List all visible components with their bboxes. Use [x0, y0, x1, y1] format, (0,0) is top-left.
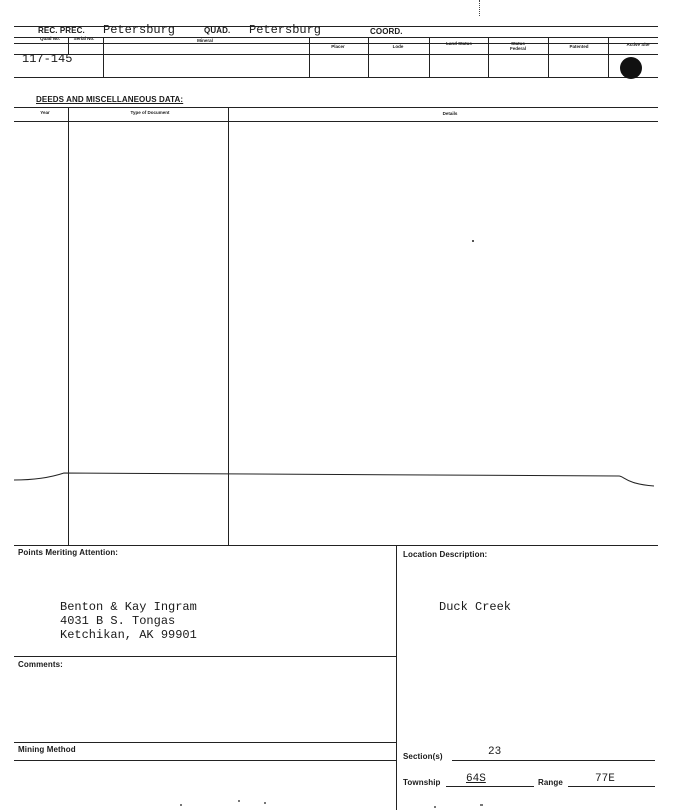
- bottom-center-sep: [396, 545, 397, 810]
- rec-prec-label: REC. PREC.: [38, 26, 85, 35]
- deeds-section-title: DEEDS AND MISCELLANEOUS DATA:: [36, 95, 184, 104]
- section-value: 23: [488, 746, 502, 758]
- col-placer: Placer: [331, 44, 345, 49]
- scan-speck: [472, 240, 474, 242]
- range-value: 77E: [595, 773, 615, 785]
- col-patented: Patented: [569, 44, 589, 49]
- mining-rule: [14, 742, 396, 743]
- section-label: Section(s): [403, 752, 443, 761]
- range-label: Range: [538, 778, 563, 787]
- header-rule-4: [14, 54, 658, 55]
- scan-speck: [238, 800, 240, 802]
- township-value: 64S: [466, 773, 486, 785]
- col-sep-8: [608, 37, 609, 77]
- deeds-col-type: Type of Document: [130, 110, 170, 115]
- col-quad-no: Quad No.: [40, 36, 60, 41]
- col-lode: Lode: [392, 44, 404, 49]
- scan-speck: [264, 802, 266, 804]
- col-active-site: Active Site: [626, 42, 650, 47]
- points-line-3: Ketchikan, AK 99901: [60, 628, 197, 642]
- township-underline: [446, 786, 534, 787]
- col-sep-7: [548, 37, 549, 77]
- points-line-1: Benton & Kay Ingram: [60, 600, 197, 614]
- col-sep-5: [429, 37, 430, 77]
- splice-line: [14, 468, 658, 496]
- quad-label: QUAD.: [204, 26, 231, 35]
- deeds-col-details: Details: [442, 111, 458, 116]
- points-label: Points Meriting Attention:: [18, 548, 119, 557]
- location-value: Duck Creek: [439, 600, 512, 614]
- scan-speck: [180, 804, 182, 806]
- rec-prec-value: Petersburg: [103, 23, 176, 37]
- col-sep-6: [488, 37, 489, 77]
- quad-serial-value: 117-145: [22, 52, 73, 66]
- filled-circle-mark: [620, 57, 642, 79]
- township-label: Township: [403, 778, 441, 787]
- comments-label: Comments:: [18, 660, 63, 669]
- points-line-2: 4031 B S. Tongas: [60, 614, 176, 628]
- col-serial-no: Serial No.: [73, 36, 95, 41]
- section-underline: [452, 760, 655, 761]
- col-status-federal: Status Federal: [509, 41, 526, 51]
- mining-bottom-rule: [14, 760, 396, 761]
- comments-rule: [14, 656, 396, 657]
- top-edge-mark: [479, 0, 480, 16]
- scan-speck: [480, 804, 483, 806]
- col-sep-2: [103, 37, 104, 77]
- header-rule-2: [14, 37, 658, 38]
- mining-label: Mining Method: [18, 745, 76, 754]
- bottom-top-rule: [14, 545, 658, 546]
- deeds-top-rule: [14, 107, 658, 108]
- deeds-header-rule: [14, 121, 658, 122]
- deeds-col-year: Year: [40, 110, 50, 115]
- location-label: Location Description:: [403, 550, 488, 559]
- coord-label: COORD.: [370, 27, 403, 36]
- col-mineral: Mineral: [197, 38, 213, 43]
- header-rule-5: [14, 77, 658, 78]
- range-underline: [568, 786, 655, 787]
- quad-value: Petersburg: [249, 23, 322, 37]
- col-land-status: Land Status: [446, 41, 472, 46]
- col-sep-3: [309, 37, 310, 77]
- scan-speck: [434, 806, 436, 808]
- col-sep-4: [368, 37, 369, 77]
